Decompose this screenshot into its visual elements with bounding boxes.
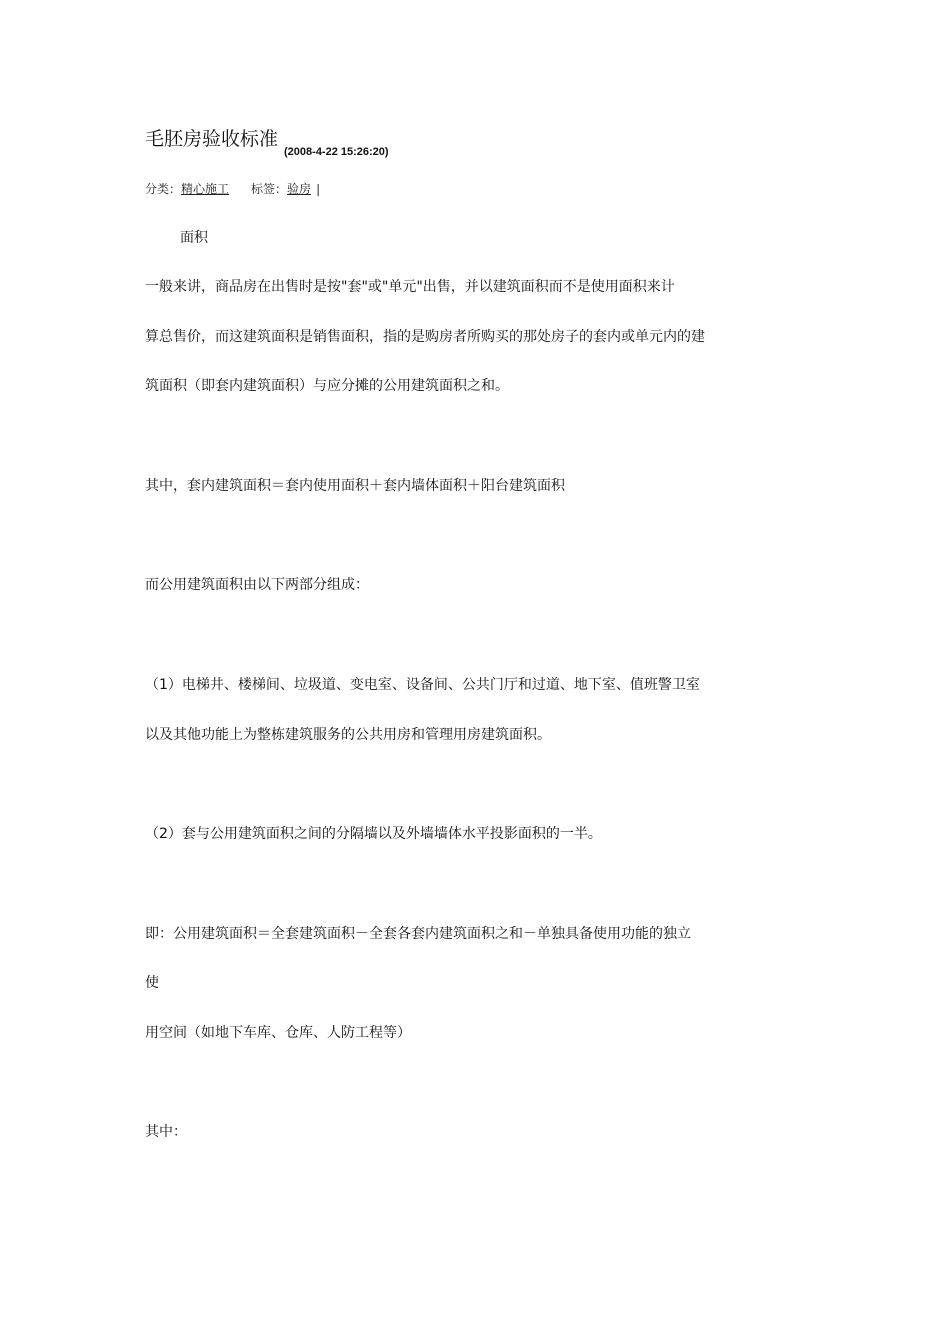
paragraph-line: 而公用建筑面积由以下两部分组成：	[145, 577, 369, 593]
paragraph-line: （2）套与公用建筑面积之间的分隔墙以及外墙墙体水平投影面积的一半。	[145, 826, 602, 842]
tags-label: 标签：	[251, 182, 288, 196]
title-row	[145, 124, 389, 158]
tag-link[interactable]: 验房	[287, 182, 312, 196]
paragraph-line: 一般来讲，商品房在出售时是按"套"或"单元"出售，并以建筑面积而不是使用面积来计	[145, 279, 675, 295]
category-label: 分类：	[145, 182, 182, 196]
paragraph-line: 其中，套内建筑面积＝套内使用面积＋套内墙体面积＋阳台建筑面积	[145, 478, 565, 494]
meta-separator: |	[316, 182, 321, 196]
paragraph-line: 以及其他功能上为整栋建筑服务的公共用房和管理用房建筑面积。	[145, 727, 551, 743]
section-heading: 面积	[180, 230, 208, 246]
paragraph-line: 算总售价，而这建筑面积是销售面积，指的是购房者所购买的那处房子的套内或单元内的建	[145, 329, 705, 345]
paragraph-line: 用空间（如地下车库、仓库、人防工程等）	[145, 1025, 411, 1041]
paragraph-line: 即：公用建筑面积＝全套建筑面积－全套各套内建筑面积之和－单独具备使用功能的独立	[145, 926, 691, 942]
paragraph-line: 使	[145, 975, 159, 991]
post-meta	[145, 180, 320, 197]
paragraph-line: 其中：	[145, 1124, 187, 1140]
post-timestamp: (2008-4-22 15:26:20)	[284, 146, 389, 158]
paragraph-line: 筑面积（即套内建筑面积）与应分摊的公用建筑面积之和。	[145, 378, 509, 394]
paragraph-line: （1）电梯井、楼梯间、垃圾道、变电室、设备间、公共门厅和过道、地下室、值班警卫室	[145, 677, 700, 693]
page-title: 毛胚房验收标准	[145, 128, 279, 150]
category-link[interactable]: 精心施工	[181, 182, 230, 196]
